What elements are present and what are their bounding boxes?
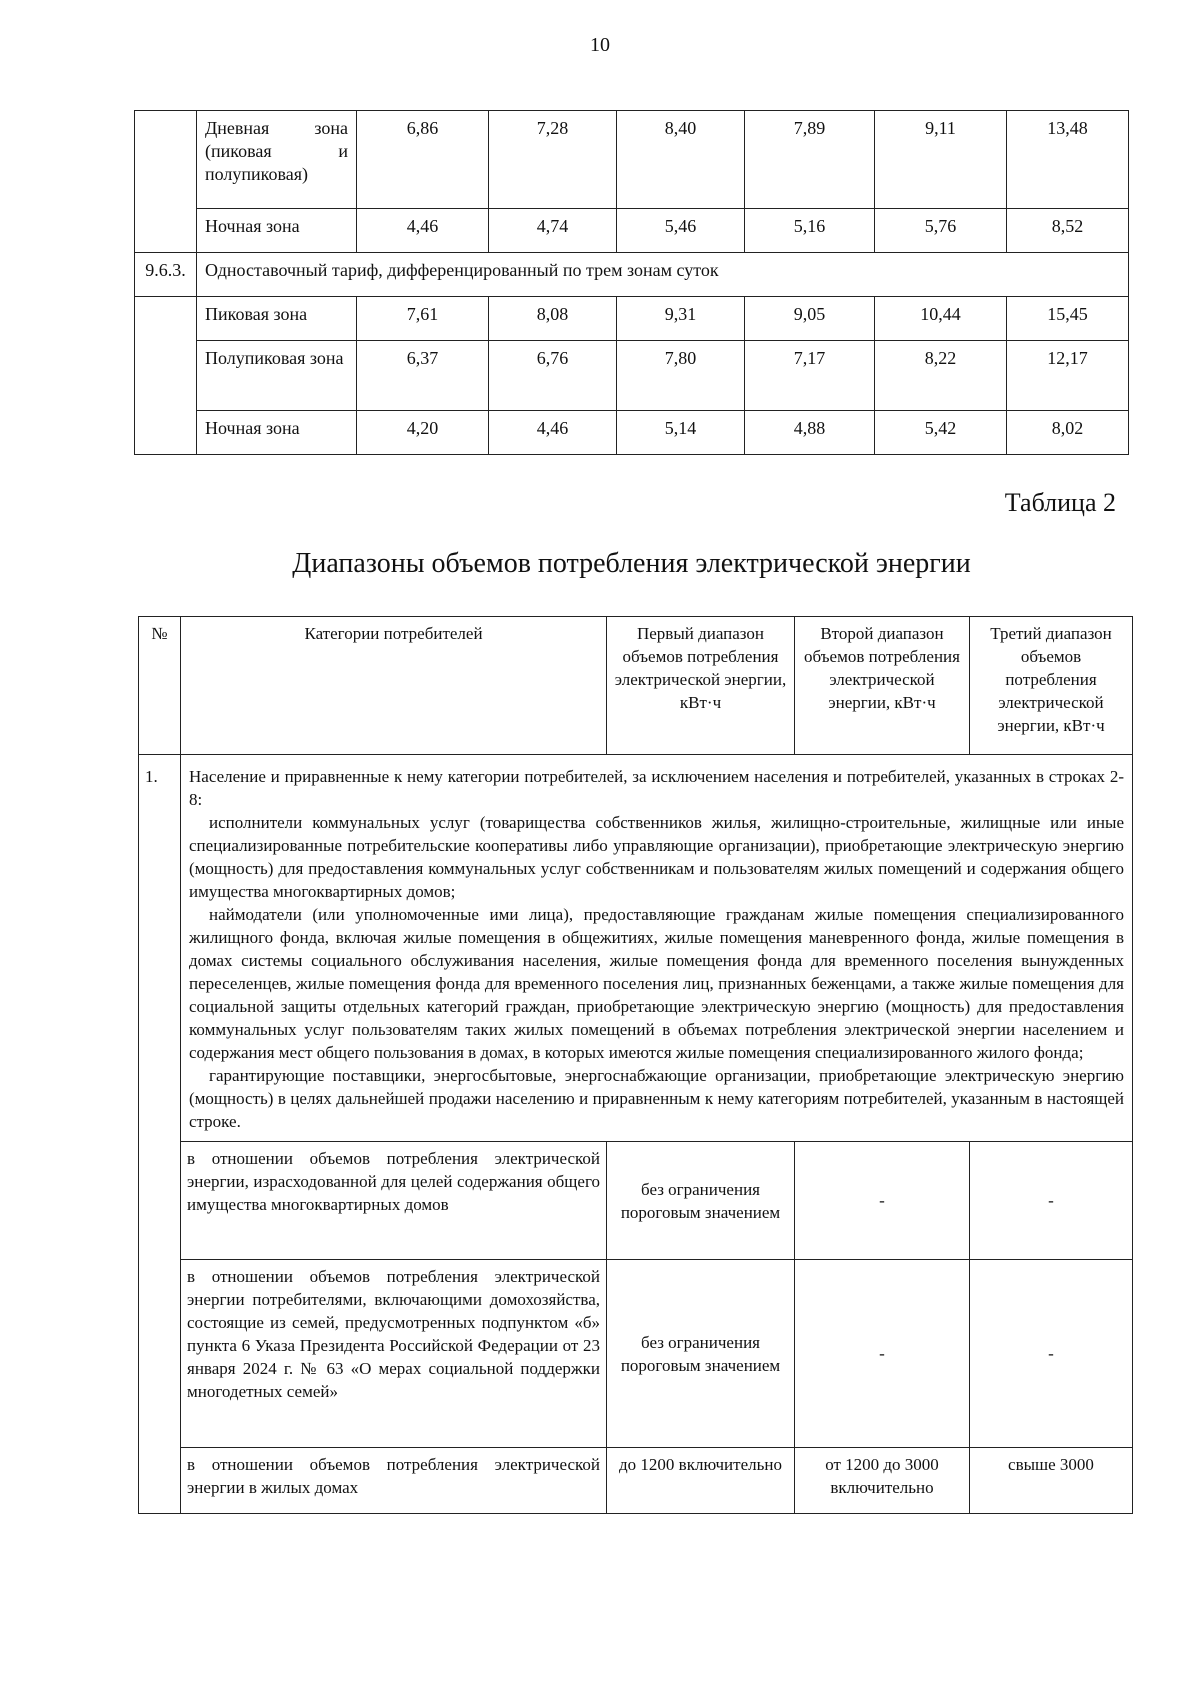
- table-row: [139, 755, 1133, 1142]
- table-cell-value: 4,46: [489, 411, 617, 455]
- table-cell-value: 9,11: [875, 111, 1007, 209]
- table-cell-value: 9,05: [745, 297, 875, 341]
- category-paragraph: гарантирующие поставщики, энергосбытовые, энергоснабжающие организации, приобретающие электрическую энергию (мощность) в целях дальнейшей продажи населению и приравненным к нему категориям потребителей, указанным в настоящей строке.: [189, 1066, 1124, 1131]
- table-cell-value: 4,74: [489, 209, 617, 253]
- second-range-value: -: [795, 1142, 970, 1260]
- table-row: [135, 209, 1129, 253]
- table-cell-value: 5,16: [745, 209, 875, 253]
- table-row-section: [135, 253, 1129, 297]
- table-cell-value: 8,52: [1007, 209, 1129, 253]
- table-cell-value: 5,42: [875, 411, 1007, 455]
- table-caption: Таблица 2: [1004, 488, 1116, 517]
- third-range-value: -: [970, 1260, 1133, 1448]
- section-title: Одноставочный тариф, дифференцированный по трем зонам суток: [197, 253, 1129, 297]
- table-cell-zone-label: Полупиковая зона: [197, 341, 357, 411]
- table-row: [135, 411, 1129, 455]
- table-cell-value: 4,88: [745, 411, 875, 455]
- table-row: [139, 1260, 1133, 1448]
- table-cell-value: 4,20: [357, 411, 489, 455]
- table-row: [135, 297, 1129, 341]
- table-cell-empty: [135, 111, 197, 253]
- table-row: [139, 1142, 1133, 1260]
- first-range-value: до 1200 включительно: [607, 1448, 795, 1514]
- consumption-ranges-table: [138, 616, 1133, 1514]
- header-third-range: Третий диапазон объемов потребления электрической энергии, кВт·ч: [970, 617, 1133, 755]
- table-cell-value: 7,89: [745, 111, 875, 209]
- table-cell-value: 8,02: [1007, 411, 1129, 455]
- table-cell-zone-label: Ночная зона: [197, 209, 357, 253]
- category-paragraph: исполнители коммунальных услуг (товарищества собственников жилья, жилищно-строительные, жилищные или иные специализированные потребительские кооперативы либо управляющие организации), приобретающие электрическую энергию (мощность) для предоставления коммунальных услуг собственникам и пользователям жилых помещений и содержания общего имущества многоквартирных домов;: [189, 813, 1124, 901]
- table-cell-value: 7,28: [489, 111, 617, 209]
- first-range-value: без ограничения пороговым значением: [607, 1142, 795, 1260]
- table-row: [135, 341, 1129, 411]
- category-paragraph: Население и приравненные к нему категории потребителей, за исключением населения и потребителей, указанных в строках 2-8:: [189, 767, 1124, 809]
- table-cell-value: 7,80: [617, 341, 745, 411]
- table-cell-value: 8,08: [489, 297, 617, 341]
- table-cell-value: 12,17: [1007, 341, 1129, 411]
- table-cell-value: 6,86: [357, 111, 489, 209]
- header-num: №: [139, 617, 181, 755]
- zone-label: Дневная зона (пиковая и полупиковая): [205, 118, 348, 184]
- table-cell-value: 6,76: [489, 341, 617, 411]
- table-cell-empty: [135, 297, 197, 455]
- table-cell-value: 5,76: [875, 209, 1007, 253]
- third-range-value: свыше 3000: [970, 1448, 1133, 1514]
- table-title: Диапазоны объемов потребления электрической энергии: [292, 548, 971, 579]
- table-cell-value: 5,14: [617, 411, 745, 455]
- row-number: 1.: [139, 755, 181, 1514]
- table-cell-value: 9,31: [617, 297, 745, 341]
- table-cell-value: 5,46: [617, 209, 745, 253]
- table-cell-value: 7,61: [357, 297, 489, 341]
- tariff-table: [134, 110, 1129, 455]
- second-range-value: -: [795, 1260, 970, 1448]
- header-second-range: Второй диапазон объемов потребления электрической энергии, кВт·ч: [795, 617, 970, 755]
- table-header-row: [139, 617, 1133, 755]
- second-range-value: от 1200 до 3000 включительно: [795, 1448, 970, 1514]
- table-cell-value: 4,46: [357, 209, 489, 253]
- table-cell-zone-label: Пиковая зона: [197, 297, 357, 341]
- third-range-value: -: [970, 1142, 1133, 1260]
- table-cell-value: 13,48: [1007, 111, 1129, 209]
- table-cell-zone-label: Ночная зона: [197, 411, 357, 455]
- table-cell-value: 8,40: [617, 111, 745, 209]
- header-category: Категории потребителей: [181, 617, 607, 755]
- table-row: [139, 1448, 1133, 1514]
- category-paragraph: наймодатели (или уполномоченные ими лица), предоставляющие гражданам жилые помещения специализированного жилищного фонда, включая жилые помещения в общежитиях, жилые помещения маневренного фонда, жилые помещения в домах системы социального обслуживания населения, жилые помещения фонда для временного поселения вынужденных переселенцев, жилые помещения фонда для временного поселения лиц, признанных беженцами, а также жилые помещения для социальной защиты отдельных категорий граждан, приобретающие электрическую энергию (мощность) для предоставления коммунальных услуг пользователям таких жилых помещений в объемах потребления электрической энергии населением и содержания мест общего пользования в домах, в которых имеются жилые помещения специализированного жилого фонда;: [189, 905, 1124, 1062]
- table-cell-value: 15,45: [1007, 297, 1129, 341]
- header-first-range: Первый диапазон объемов потребления электрической энергии, кВт·ч: [607, 617, 795, 755]
- subrow-description: в отношении объемов потребления электрической энергии в жилых домах: [181, 1448, 607, 1514]
- table-cell-zone-label: [197, 111, 357, 209]
- page-number: 10: [590, 34, 610, 56]
- table-cell-value: 6,37: [357, 341, 489, 411]
- table-cell-value: 10,44: [875, 297, 1007, 341]
- table-cell-value: 7,17: [745, 341, 875, 411]
- section-number: 9.6.3.: [135, 253, 197, 297]
- table-row: [135, 111, 1129, 209]
- subrow-description: в отношении объемов потребления электрической энергии, израсходованной для целей содержания общего имущества многоквартирных домов: [181, 1142, 607, 1260]
- subrow-description: в отношении объемов потребления электрической энергии потребителями, включающими домохозяйства, состоящие из семей, предусмотренных подпунктом «б» пункта 6 Указа Президента Российской Федерации от 23 января 2024 г. № 63 «О мерах социальной поддержки многодетных семей»: [181, 1260, 607, 1448]
- category-description: [181, 755, 1133, 1142]
- first-range-value: без ограничения пороговым значением: [607, 1260, 795, 1448]
- table-cell-value: 8,22: [875, 341, 1007, 411]
